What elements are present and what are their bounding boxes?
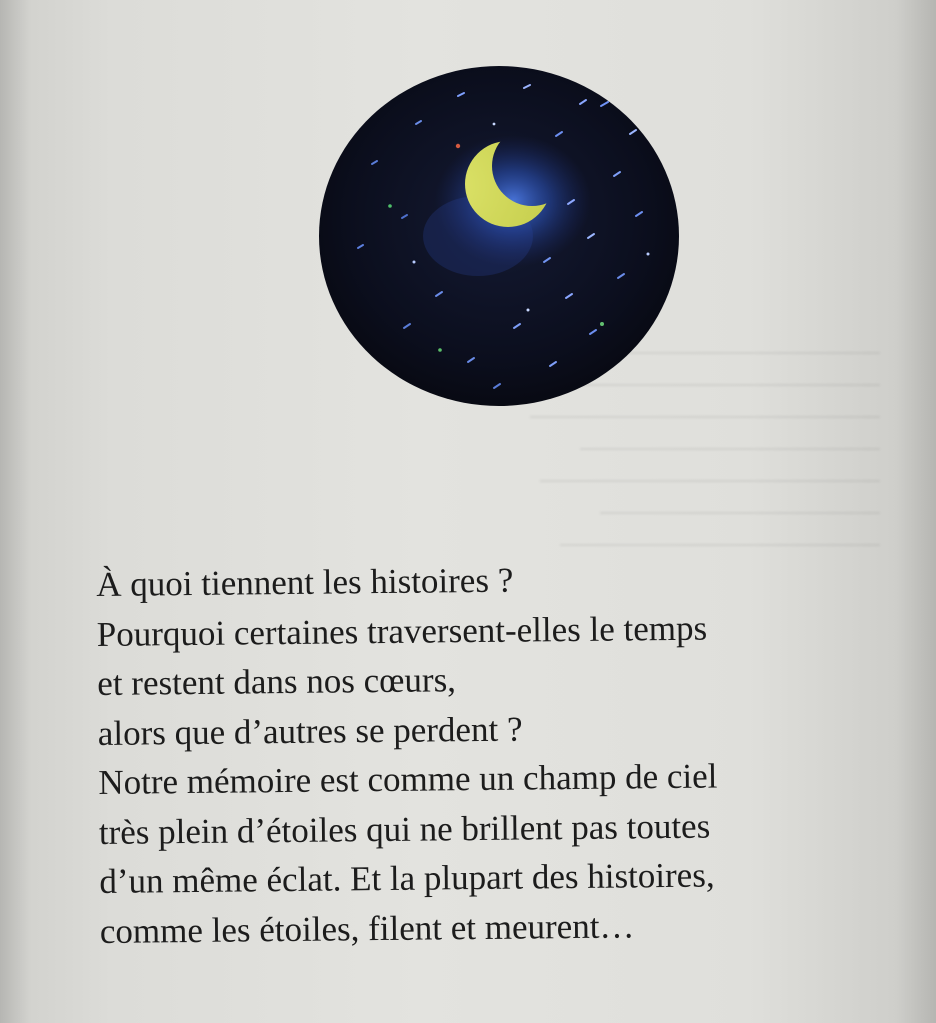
poem-line: alors que d’autres se perdent ? bbox=[97, 709, 523, 753]
poem-line: Notre mémoire est comme un champ de ciel bbox=[98, 756, 718, 802]
poem-line: très plein d’étoiles qui ne brillent pas toutes bbox=[98, 806, 711, 852]
crescent-moon-icon bbox=[318, 66, 682, 410]
page-edge-shadow-left bbox=[0, 0, 30, 1023]
poem-line: À quoi tiennent les histoires ? bbox=[96, 560, 514, 604]
night-sky-illustration bbox=[318, 66, 682, 410]
poem-line: et restent dans nos cœurs, bbox=[97, 660, 457, 703]
poem-line: comme les étoiles, filent et meurent… bbox=[99, 905, 635, 951]
page-edge-shadow-right bbox=[896, 0, 936, 1023]
poem-line: d’un même éclat. Et la plupart des histoires, bbox=[99, 855, 715, 901]
poem-text bbox=[96, 552, 900, 956]
poem-line: Pourquoi certaines traversent-elles le temps bbox=[96, 608, 708, 654]
